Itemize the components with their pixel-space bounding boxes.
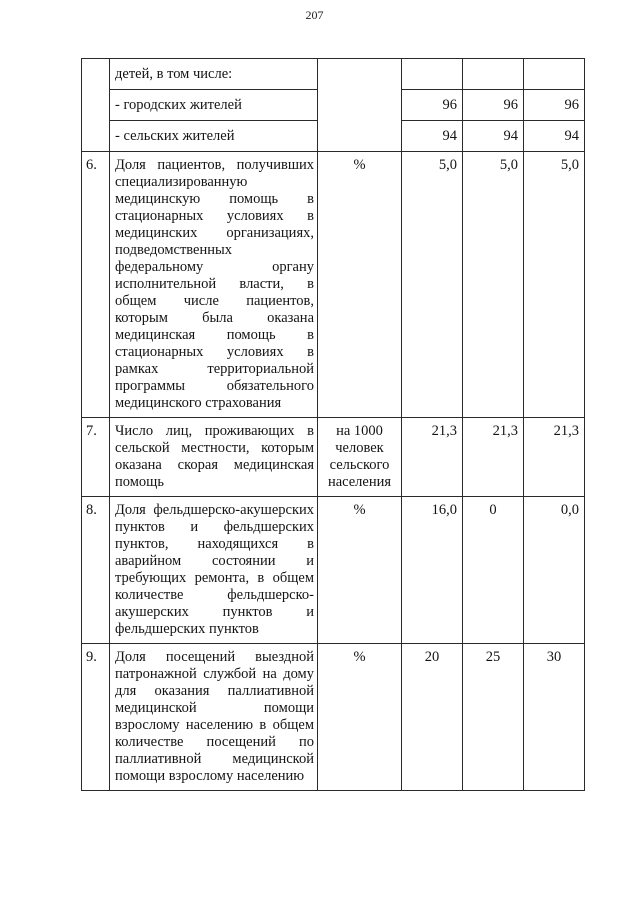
value-cell: 20 [402,644,463,791]
value-cell: 96 [524,90,585,121]
value-cell: 96 [463,90,524,121]
value-cell: 0 [463,497,524,644]
unit-cell: % [318,152,402,418]
value-cell: 30 [524,644,585,791]
description-cell: Доля фельдшерско-акушерских пунктов и фельдшерских пунктов, находящихся в аварийном состоянии и требующих ремонта, в общем количестве фельдшерско-акушерских пунктов и фельдшерских пунктов [110,497,318,644]
value-cell: 96 [402,90,463,121]
value-cell: 5,0 [524,152,585,418]
description-cell: Доля пациентов, получивших специализированную медицинскую помощь в стационарных условиях в медицинских организациях, подведомственных федеральному органу исполнительной власти, в общем числе пациентов, которым была оказана медицинская помощь в стационарных условиях в рамках территориальной программы обязательного медицинского страхования [110,152,318,418]
value-cell: 16,0 [402,497,463,644]
number-cell: 9. [82,644,110,791]
table-row [82,152,585,418]
value-cell: 94 [463,121,524,152]
unit-cell: % [318,497,402,644]
unit-cell: % [318,644,402,791]
description-cell: Доля посещений выездной патронажной службой на дому для оказания паллиативной медицинской помощи взрослому населению в общем количестве посещений по паллиативной медицинской помощи взрослому населению [110,644,318,791]
number-cell: 7. [82,418,110,497]
value-cell: 0,0 [524,497,585,644]
unit-cell: на 1000 человек сельского населения [318,418,402,497]
table-row [82,418,585,497]
value-cell: 94 [402,121,463,152]
table-row [82,497,585,644]
description-cell: детей, в том числе: [110,59,318,90]
description-cell: - сельских жителей [110,121,318,152]
number-cell: 8. [82,497,110,644]
value-cell: 21,3 [524,418,585,497]
table-row [82,644,585,791]
value-cell [524,59,585,90]
number-cell: 6. [82,152,110,418]
description-cell: - городских жителей [110,90,318,121]
value-cell: 5,0 [402,152,463,418]
value-cell: 94 [524,121,585,152]
value-cell: 21,3 [402,418,463,497]
table-row [82,59,585,90]
indicators-table [81,58,585,791]
page-number: 207 [305,8,324,22]
value-cell [402,59,463,90]
value-cell: 21,3 [463,418,524,497]
number-cell [82,59,110,152]
value-cell: 5,0 [463,152,524,418]
value-cell [463,59,524,90]
value-cell: 25 [463,644,524,791]
description-cell: Число лиц, проживающих в сельской местности, которым оказана скорая медицинская помощь [110,418,318,497]
unit-cell [318,59,402,152]
